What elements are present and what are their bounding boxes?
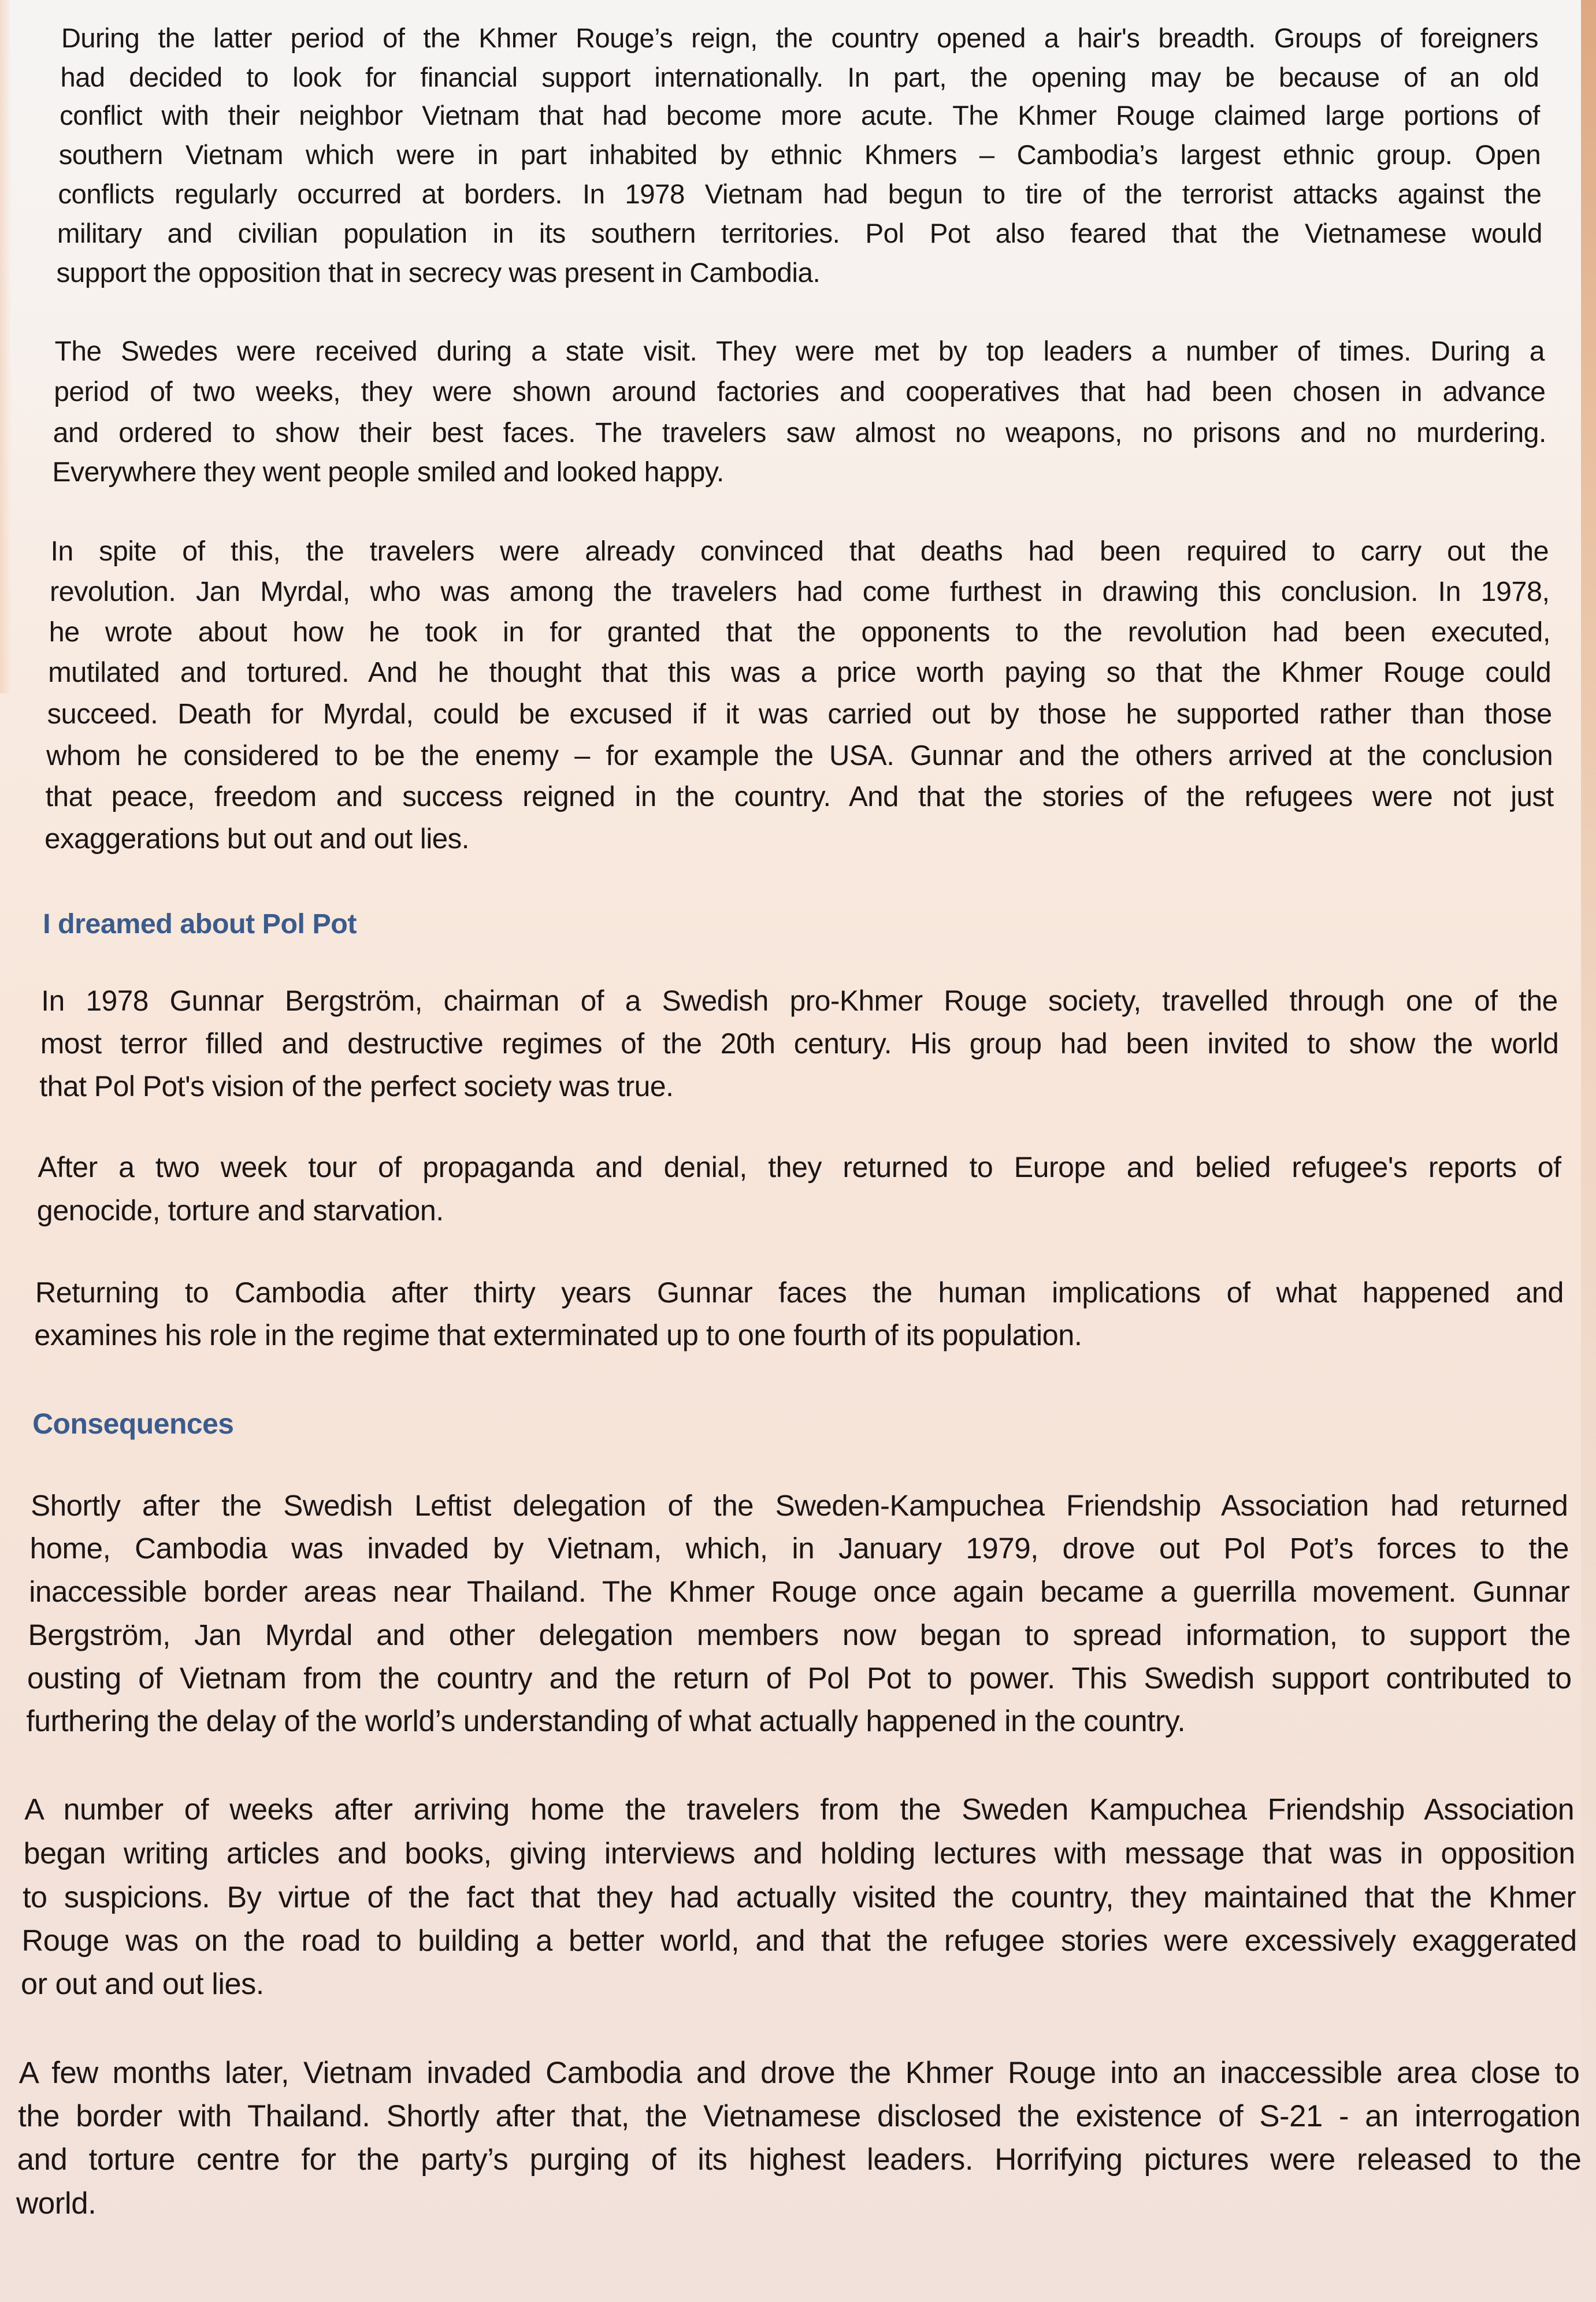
text-line: revolution. Jan Myrdal, who was among the travelers had come furthest in drawing this conclusion. In 1978, [50, 576, 1550, 607]
text-line: succeed. Death for Myrdal, could be excused if it was carried out by those he supported rather than those [47, 699, 1552, 730]
text-line: he wrote about how he took in for granted that the opponents to the revolution had been executed, [49, 617, 1550, 648]
text-line: or out and out lies. [20, 1967, 264, 2001]
section-heading: I dreamed about Pol Pot [43, 908, 357, 940]
text-line: Bergström, Jan Myrdal and other delegation members now began to spread information, to support the [28, 1618, 1571, 1651]
text-line: period of two weeks, they were shown around factories and cooperatives that had been chosen in advance [54, 377, 1546, 407]
text-line: that peace, freedom and success reigned in the country. And that the stories of the refugees were not just [45, 781, 1554, 812]
text-line: most terror filled and destructive regimes of the 20th century. His group had been invited to show the world [40, 1027, 1559, 1060]
text-line: and ordered to show their best faces. The travelers saw almost no weapons, no prisons and no murdering. [53, 417, 1546, 448]
text-line: Everywhere they went people smiled and looked happy. [52, 456, 724, 488]
text-line: examines his role in the regime that exterminated up to one fourth of its population. [34, 1319, 1082, 1352]
text-line: exaggerations but out and out lies. [44, 823, 469, 855]
text-line: A few months later, Vietnam invaded Cambodia and drove the Khmer Rouge into an inaccessible area close to [18, 2056, 1580, 2090]
text-line: After a two week tour of propaganda and denial, they returned to Europe and belied refugee's reports of [38, 1151, 1561, 1183]
text-line: genocide, torture and starvation. [36, 1194, 444, 1227]
text-line: world. [16, 2186, 96, 2221]
text-line: southern Vietnam which were in part inhabited by ethnic Khmers – Cambodia’s largest ethnic group. Open [58, 140, 1541, 170]
text-line: Rouge was on the road to building a better world, and that the refugee stories were excessively exaggerated [21, 1924, 1577, 1958]
text-line: Shortly after the Swedish Leftist delegation of the Sweden-Kampuchea Friendship Association had returned [31, 1489, 1568, 1522]
text-line: support the opposition that in secrecy was present in Cambodia. [56, 258, 821, 288]
text-line: mutilated and tortured. And he thought that this was a price worth paying so that the Khmer Rouge could [48, 657, 1552, 688]
section-heading: Consequences [32, 1408, 234, 1440]
text-line: The Swedes were received during a state visit. They were met by top leaders a number of times. During a [54, 336, 1545, 367]
text-line: During the latter period of the Khmer Rouge’s reign, the country opened a hair's breadth. Groups of foreigners [61, 23, 1539, 53]
text-line: military and civilian population in its southern territories. Pol Pot also feared that the Vietnamese would [57, 218, 1542, 249]
text-line: began writing articles and books, giving interviews and holding lectures with message that was in opposition [23, 1837, 1575, 1870]
text-line: ousting of Vietnam from the country and the return of Pol Pot to power. This Swedish support contributed to [27, 1661, 1572, 1695]
placard-left-edge-tint [0, 0, 12, 693]
text-line: In 1978 Gunnar Bergström, chairman of a Swedish pro-Khmer Rouge society, travelled through one of the [41, 985, 1558, 1017]
text-line: home, Cambodia was invaded by Vietnam, which, in January 1979, drove out Pol Pot’s forces to the [29, 1532, 1569, 1565]
text-line: conflicts regularly occurred at borders. In 1978 Vietnam had begun to tire of the terrorist attacks against the [58, 179, 1542, 210]
text-line: whom he considered to be the enemy – for example the USA. Gunnar and the others arrived at the conclusion [46, 740, 1553, 771]
text-line: the border with Thailand. Shortly after that, the Vietnamese disclosed the existence of S-21 - an interrogation [18, 2099, 1580, 2133]
text-line: that Pol Pot's vision of the perfect society was true. [39, 1070, 674, 1102]
text-line: In spite of this, the travelers were already convinced that deaths had been required to carry out the [50, 536, 1549, 567]
text-line: inaccessible border areas near Thailand. The Khmer Rouge once again became a guerrilla movement. Gunnar [29, 1575, 1570, 1608]
text-line: A number of weeks after arriving home the travelers from the Sweden Kampuchea Friendship Association [24, 1792, 1575, 1826]
text-line: conflict with their neighbor Vietnam that had become more acute. The Khmer Rouge claimed large portions of [60, 101, 1540, 131]
text-line: Returning to Cambodia after thirty years Gunnar faces the human implications of what happened and [35, 1276, 1564, 1309]
text-line: to suspicions. By virtue of the fact that they had actually visited the country, they maintained that the Khmer [23, 1881, 1576, 1914]
text-line: and torture centre for the party’s purging of its highest leaders. Horrifying pictures were released to the [17, 2143, 1582, 2177]
placard-edge-shadow [1581, 0, 1596, 2302]
text-line: furthering the delay of the world’s understanding of what actually happened in the country. [26, 1704, 1186, 1737]
text-line: had decided to look for financial support internationally. In part, the opening may be because of an old [60, 62, 1539, 92]
